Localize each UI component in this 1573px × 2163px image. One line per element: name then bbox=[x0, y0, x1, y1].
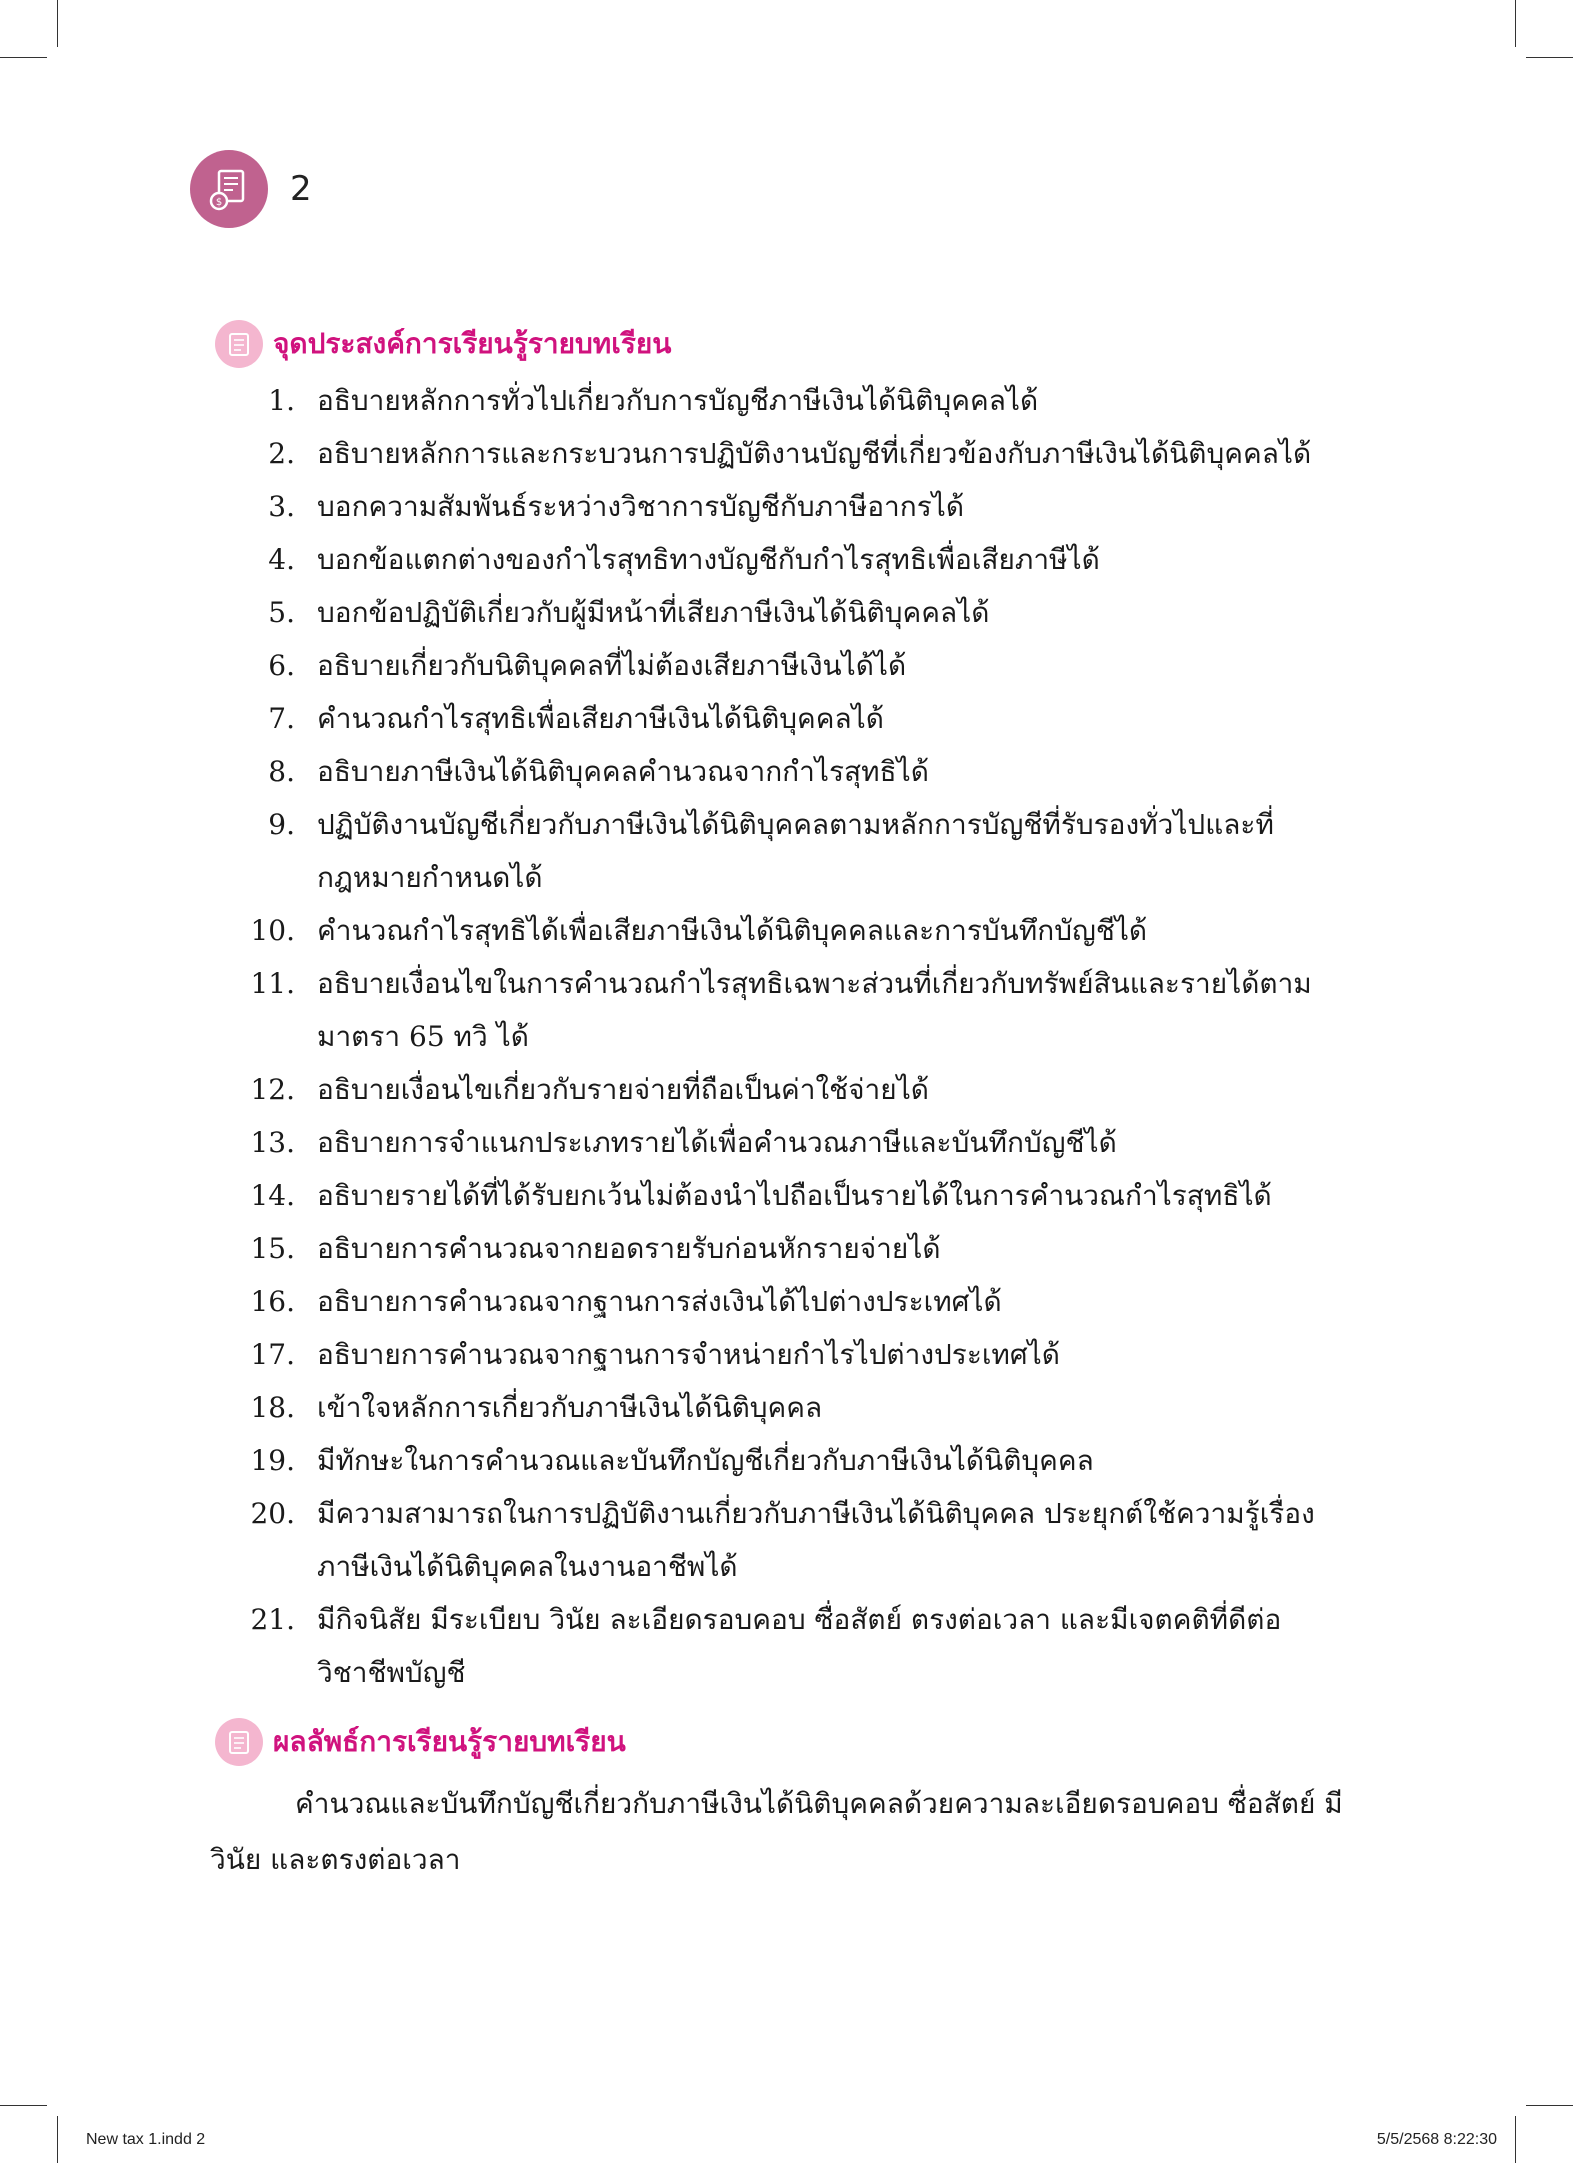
objective-text: ปฏิบัติงานบัญชีเกี่ยวกับภาษีเงินได้นิติบุคคลตามหลักการบัญชีที่รับรองทั่วไปและที่กฎหมายกำหนดได้ bbox=[317, 808, 1274, 894]
page-number: 2 bbox=[290, 169, 312, 209]
crop-mark bbox=[1515, 2116, 1516, 2163]
objective-item bbox=[210, 1222, 1360, 1275]
objective-number: 16. bbox=[250, 1285, 295, 1318]
book-icon bbox=[215, 320, 263, 368]
objectives-list bbox=[210, 374, 1360, 1699]
objective-number: 4. bbox=[268, 543, 295, 576]
objective-number: 13. bbox=[250, 1126, 295, 1159]
footer-filename: New tax 1.indd 2 bbox=[86, 2131, 206, 2148]
objective-number: 17. bbox=[250, 1338, 295, 1371]
objective-number: 2. bbox=[268, 437, 295, 470]
footer-timestamp: 5/5/2568 8:22:30 bbox=[1376, 2131, 1497, 2148]
objectives-section bbox=[210, 320, 1360, 1699]
objective-text: บอกความสัมพันธ์ระหว่างวิชาการบัญชีกับภาษีอากรได้ bbox=[317, 490, 965, 523]
objective-text: บอกข้อปฏิบัติเกี่ยวกับผู้มีหน้าที่เสียภาษีเงินได้นิติบุคคลได้ bbox=[317, 596, 990, 629]
objective-item bbox=[210, 427, 1360, 480]
crop-mark bbox=[0, 57, 47, 58]
objective-item bbox=[210, 1487, 1360, 1593]
objective-text: อธิบายหลักการและกระบวนการปฏิบัติงานบัญชีที่เกี่ยวข้องกับภาษีเงินได้นิติบุคคลได้ bbox=[317, 437, 1312, 470]
objective-number: 21. bbox=[250, 1603, 295, 1636]
crop-mark bbox=[1526, 57, 1573, 58]
crop-mark bbox=[57, 0, 58, 47]
objective-text: มีทักษะในการคำนวณและบันทึกบัญชีเกี่ยวกับภาษีเงินได้นิติบุคคล bbox=[317, 1444, 1094, 1477]
objective-item bbox=[210, 586, 1360, 639]
objective-text: อธิบายหลักการทั่วไปเกี่ยวกับการบัญชีภาษีเงินได้นิติบุคคลได้ bbox=[317, 384, 1039, 417]
objective-text: อธิบายภาษีเงินได้นิติบุคคลคำนวณจากกำไรสุทธิได้ bbox=[317, 755, 929, 788]
objective-item bbox=[210, 1275, 1360, 1328]
objective-number: 3. bbox=[268, 490, 295, 523]
objective-number: 12. bbox=[250, 1073, 295, 1106]
objective-number: 20. bbox=[250, 1497, 295, 1530]
objective-item bbox=[210, 639, 1360, 692]
objective-text: อธิบายการจำแนกประเภทรายได้เพื่อคำนวณภาษีและบันทึกบัญชีได้ bbox=[317, 1126, 1117, 1159]
svg-text:$: $ bbox=[215, 197, 223, 208]
objective-item bbox=[210, 1169, 1360, 1222]
objective-item bbox=[210, 374, 1360, 427]
objective-item bbox=[210, 1434, 1360, 1487]
objective-text: มีกิจนิสัย มีระเบียบ วินัย ละเอียดรอบคอบ ซื่อสัตย์ ตรงต่อเวลา และมีเจตคติที่ดีต่อวิชาชีพบัญชี bbox=[317, 1603, 1282, 1689]
crop-mark bbox=[1515, 0, 1516, 47]
objective-item bbox=[210, 533, 1360, 586]
objective-text: อธิบายเกี่ยวกับนิติบุคคลที่ไม่ต้องเสียภาษีเงินได้ได้ bbox=[317, 649, 907, 682]
objective-number: 15. bbox=[250, 1232, 295, 1265]
objective-text: อธิบายการคำนวณจากฐานการจำหน่ายกำไรไปต่างประเทศได้ bbox=[317, 1338, 1060, 1371]
outcome-title: ผลลัพธ์การเรียนรู้รายบทเรียน bbox=[273, 1725, 626, 1758]
objective-item bbox=[210, 480, 1360, 533]
objective-number: 14. bbox=[250, 1179, 295, 1212]
objective-number: 11. bbox=[250, 967, 295, 1000]
objectives-header bbox=[215, 320, 1360, 368]
objective-text: อธิบายเงื่อนไขในการคำนวณกำไรสุทธิเฉพาะส่วนที่เกี่ยวกับทรัพย์สินและรายได้ตามมาตรา 65 ทวิ ได้ bbox=[317, 967, 1312, 1053]
objective-item bbox=[210, 1328, 1360, 1381]
crop-mark bbox=[1526, 2105, 1573, 2106]
objective-item bbox=[210, 1381, 1360, 1434]
objective-item bbox=[210, 957, 1360, 1063]
page-header bbox=[190, 150, 312, 228]
objective-text: อธิบายรายได้ที่ได้รับยกเว้นไม่ต้องนำไปถือเป็นรายได้ในการคำนวณกำไรสุทธิได้ bbox=[317, 1179, 1272, 1212]
objective-number: 9. bbox=[268, 808, 295, 841]
objective-item bbox=[210, 1593, 1360, 1699]
crop-mark bbox=[57, 2116, 58, 2163]
outcome-section bbox=[210, 1718, 1360, 1916]
objective-number: 18. bbox=[250, 1391, 295, 1424]
objective-number: 6. bbox=[268, 649, 295, 682]
tax-document-icon bbox=[190, 150, 268, 228]
objective-text: อธิบายการคำนวณจากยอดรายรับก่อนหักรายจ่ายได้ bbox=[317, 1232, 941, 1265]
crop-mark bbox=[0, 2105, 47, 2106]
objective-item bbox=[210, 1116, 1360, 1169]
objective-text: อธิบายเงื่อนไขเกี่ยวกับรายจ่ายที่ถือเป็นค่าใช้จ่ายได้ bbox=[317, 1073, 929, 1106]
objective-item bbox=[210, 745, 1360, 798]
objective-text: คำนวณกำไรสุทธิได้เพื่อเสียภาษีเงินได้นิติบุคคลและการบันทึกบัญชีได้ bbox=[317, 914, 1148, 947]
objective-text: มีความสามารถในการปฏิบัติงานเกี่ยวกับภาษีเงินได้นิติบุคคล ประยุกต์ใช้ความรู้เรื่องภาษีเงินได้นิติบุคคลในงานอาชีพได้ bbox=[317, 1497, 1315, 1583]
objective-text: อธิบายการคำนวณจากฐานการส่งเงินได้ไปต่างประเทศได้ bbox=[317, 1285, 1002, 1318]
outcome-text: คำนวณและบันทึกบัญชีเกี่ยวกับภาษีเงินได้นิติบุคคลด้วยความละเอียดรอบคอบ ซื่อสัตย์ มีวินัย และตรงต่อเวลา bbox=[210, 1787, 1343, 1876]
objective-item bbox=[210, 798, 1360, 904]
objective-number: 10. bbox=[250, 914, 295, 947]
objectives-title: จุดประสงค์การเรียนรู้รายบทเรียน bbox=[273, 327, 672, 360]
objective-number: 7. bbox=[268, 702, 295, 735]
objective-number: 1. bbox=[268, 384, 295, 417]
outcome-header bbox=[215, 1718, 1360, 1766]
objective-text: คำนวณกำไรสุทธิเพื่อเสียภาษีเงินได้นิติบุคคลได้ bbox=[317, 702, 884, 735]
objective-item bbox=[210, 1063, 1360, 1116]
book-icon bbox=[215, 1718, 263, 1766]
objective-number: 5. bbox=[268, 596, 295, 629]
objective-item bbox=[210, 904, 1360, 957]
objective-text: เข้าใจหลักการเกี่ยวกับภาษีเงินได้นิติบุคคล bbox=[317, 1391, 823, 1424]
objective-number: 19. bbox=[250, 1444, 295, 1477]
objective-text: บอกข้อแตกต่างของกำไรสุทธิทางบัญชีกับกำไรสุทธิเพื่อเสียภาษีได้ bbox=[317, 543, 1100, 576]
objective-item bbox=[210, 692, 1360, 745]
objective-number: 8. bbox=[268, 755, 295, 788]
